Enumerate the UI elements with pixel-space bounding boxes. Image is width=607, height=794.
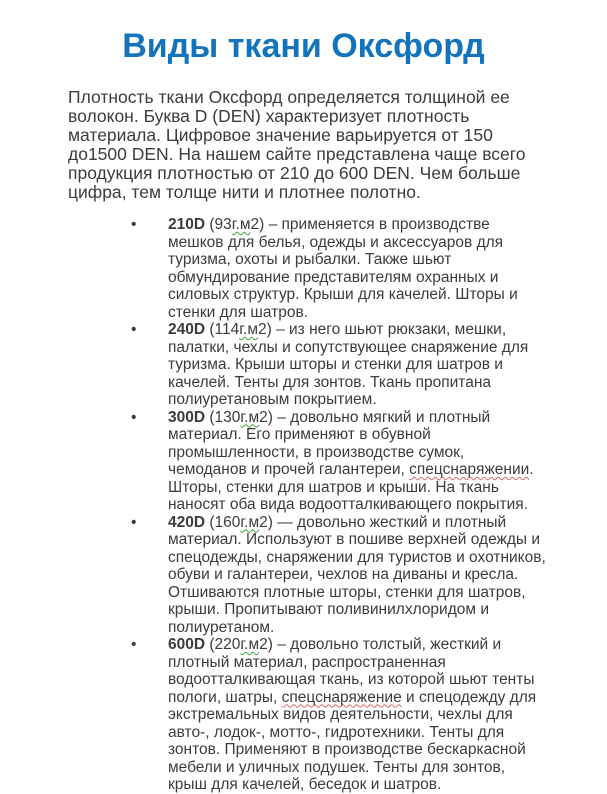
- item-text-segment: 2) — довольно жесткий и плотный материал. Используют в пошиве верхней одежды и спецодежды, снаряжении для туристов и охотников, обуви и галантереи, чехлов на диваны и кресла. Отшиваются плотные шторы, стенки для шатров, крыши. Пропитывают поливинилхлоридом и полиуретаном.: [168, 513, 546, 636]
- list-item-600d: [131, 636, 546, 794]
- density-label: 240D: [168, 321, 206, 338]
- item-text-segment: и спецодежду для экстремальных видов деятельности, чехлы для авто-, лодок-, мотто-, гидротехники. Тенты для зонтов. Применяют в производстве бескаркасной мебели и уличных подушек. Тенты для зонтов, крыш для качелей, беседок и шатров.: [168, 688, 537, 793]
- grammar-flagged-text: г.м: [231, 216, 251, 233]
- list-item-420d: [131, 513, 546, 637]
- density-label: 300D: [168, 408, 206, 426]
- item-text-segment: (220: [205, 636, 241, 653]
- density-list: [0, 216, 546, 794]
- item-text-segment: (93: [205, 216, 232, 233]
- bullet-icon: •: [131, 513, 137, 531]
- bullet-icon: •: [131, 321, 137, 338]
- item-text-segment: (130: [205, 408, 241, 426]
- density-label: 600D: [168, 636, 206, 653]
- density-label: 420D: [168, 513, 206, 531]
- grammar-flagged-text: г.м: [240, 513, 260, 531]
- bullet-icon: •: [131, 216, 137, 233]
- list-item-240d: [131, 321, 546, 409]
- item-text-segment: (114: [205, 321, 240, 338]
- page-title: Виды ткани Оксфорд: [122, 27, 485, 65]
- density-label: 210D: [168, 216, 206, 233]
- grammar-flagged-text: г.м: [240, 408, 260, 426]
- list-item-300d: [131, 408, 546, 514]
- item-text-segment: 2) – довольно толстый, жесткий и плотный материал, распространенная водоотталкивающая ткань, из которой шьют тенты пологи, шатры,: [168, 636, 535, 706]
- list-item-210d: [131, 216, 546, 321]
- bullet-icon: •: [131, 636, 137, 653]
- intro-paragraph: Плотность ткани Оксфорд определяется толщиной ее волокон. Буква D (DEN) характеризует плотность материала. Цифровое значение варьируется от 150 до1500 DEN. На нашем сайте представлена чаще всего продукция плотностью от 210 до 600 DEN. Чем больше цифра, тем толще нити и плотнее полотно.: [68, 87, 526, 202]
- item-text-segment: 2) – из него шьют рюкзаки, мешки, палатки, чехлы и сопутствующее снаряжение для туризма. Крыши шторы и стенки для шатров и качелей. Тенты для зонтов. Ткань пропитана полиуретановым покрытием.: [168, 321, 529, 408]
- item-text-segment: . Шторы, стенки для шатров и крыши. На ткань наносят оба вида водоотталкивающего покрытия.: [168, 461, 534, 513]
- item-text-segment: (160: [205, 513, 241, 531]
- grammar-flagged-text: г.м: [240, 636, 260, 653]
- item-text-segment: 2) – применяется в производстве мешков для белья, одежды и аксессуаров для туризма, охоты и рыбалки. Также шьют обмундирование представителям охранных и силовых структур. Крыши для качелей. Шторы и стенки для шатров.: [168, 216, 518, 321]
- bullet-icon: •: [131, 408, 137, 426]
- grammar-flagged-text: г.м: [239, 321, 258, 338]
- spelling-flagged-text: спецснаряжении: [409, 461, 530, 478]
- spelling-flagged-text: спецснаряжение: [281, 688, 402, 706]
- item-text-segment: 2) – довольно мягкий и плотный материал. Его применяют в обувной промышленности, в производстве сумок, чемоданов и прочей галантереи,: [168, 408, 491, 478]
